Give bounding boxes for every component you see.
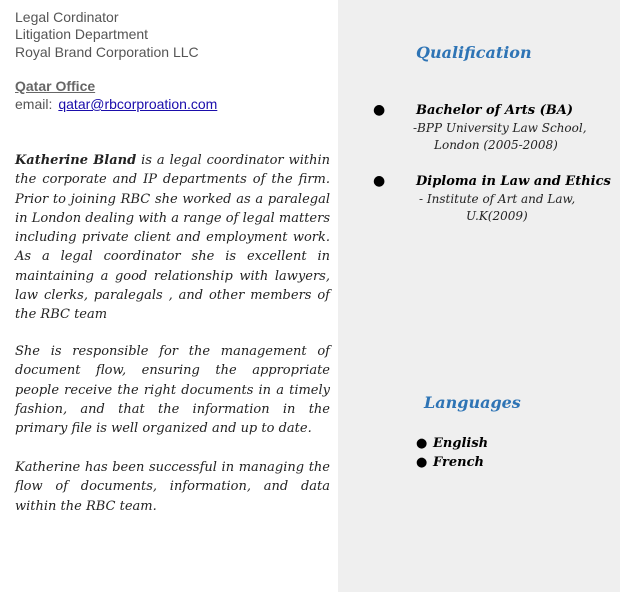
language-label: French [433,455,484,470]
bio-paragraph-2: She is responsible for the management of document flow, ensuring the appropriate people receive the right documents in a timely fashion, and that the information in the primary file is well organized and up to date. [15,344,330,437]
bullet-icon: ● [416,436,428,451]
email-row [15,96,217,113]
email-label: email: [15,96,53,112]
language-item [416,436,488,451]
company-name: Royal Brand Corporation LLC [15,44,199,60]
bullet-icon: ● [416,455,428,470]
qualification-heading: Qualification [416,43,532,62]
languages-heading: Languages [424,393,521,412]
job-title: Legal Cordinator [15,9,119,25]
right-column [338,0,620,592]
bio-paragraph-1 [15,151,330,325]
qualification-school: - Institute of Art and Law, [419,192,576,206]
language-label: English [433,436,489,451]
bio-paragraph-1-text: is a legal coordinator within the corporate and IP departments of the firm. Prior to joining RBC she worked as a paralegal in London dealing with a range of legal matters including private client and employment work. As a legal coordinator she is excellent in maintaining a good relationship with lawyers, law clerks, paralegals , and other members of the RBC team [15,153,330,323]
bio-paragraph-3: Katherine has been successful in managing the flow of documents, information, and data within the RBC team. [15,460,330,514]
bullet-icon: ● [373,102,386,118]
qualification-degree: Bachelor of Arts (BA) [416,103,573,118]
bullet-icon: ● [373,173,386,189]
person-name: Katherine Bland [15,153,137,168]
qualification-location: U.K(2009) [466,209,528,223]
email-link[interactable]: qatar@rbcorproation.com [58,96,218,112]
office-name: Qatar Office [15,78,96,94]
qualification-degree: Diploma in Law and Ethics [416,174,611,189]
department: Litigation Department [15,26,149,42]
qualification-school: -BPP University Law School, [413,121,587,135]
qualification-location: London (2005-2008) [434,138,558,152]
language-item [416,455,484,470]
